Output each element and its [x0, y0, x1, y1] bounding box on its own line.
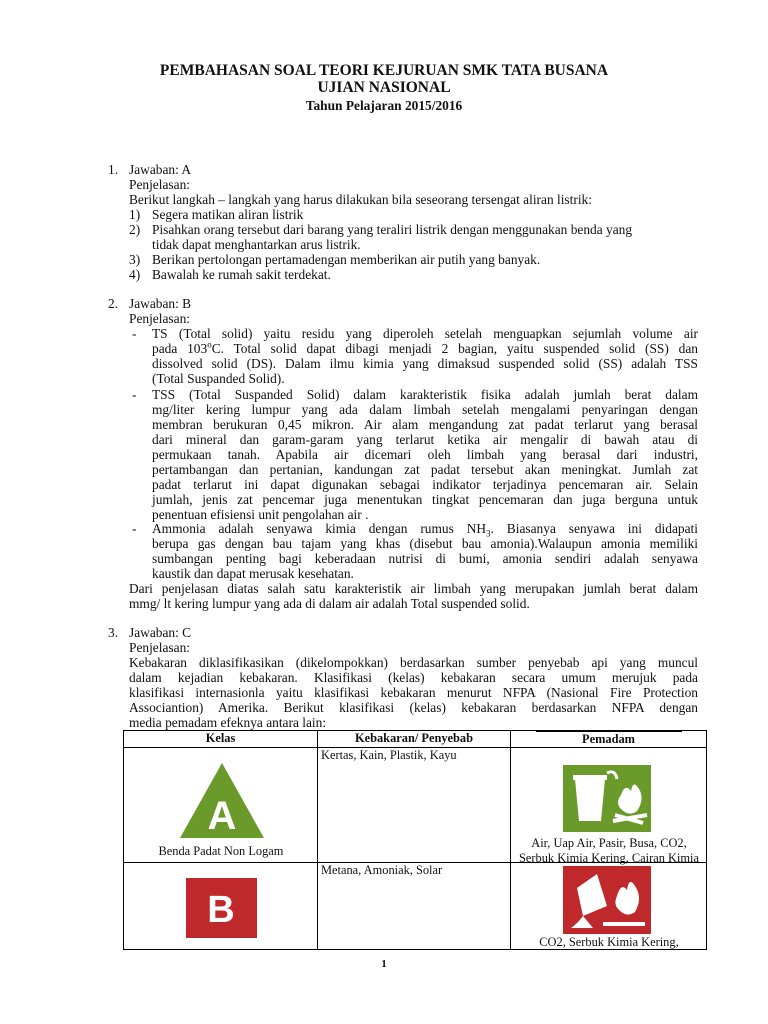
- extinguish-water-icon: [563, 765, 651, 832]
- dash-bullet: -: [132, 521, 137, 536]
- extinguisher-cell: [511, 863, 707, 950]
- header-kelas: Kelas: [124, 731, 318, 748]
- fire-class-table: [123, 730, 707, 950]
- answer-line: Jawaban: A: [129, 162, 192, 177]
- explanation-label: Penjelasan:: [129, 311, 190, 326]
- document-page: PEMBAHASAN SOAL TEORI KEJURUAN SMK TATA BUSANA UJIAN NASIONAL Tahun Pelajaran 2015/2016 1. Jawaban: A Penjelasan: Berikut langkah – langkah yang harus dilakukan bila seseorang tersengat aliran listrik: 1) Segera matikan aliran listrik 2) Pisahkan orang tersebut dari barang yang teraliri listrik dengan menggunakan benda yang tidak dapat menghantarkan arus listrik. 3) Berikan pertolongan pertamadengan memberikan air putih yang banyak. 4) Bawalah ke rumah sakit terdekat. 2. Jawaban: B Penjelasan: - TS (Total solid) yaitu residu yang diperoleh setelah menguapkan sejumlah volume air pada 103$^o$C. Total solid dapat dibagi menjadi 2 bagian, yaitu suspended solid (SS) dan dissolved solid (DS). Dalam ilmu kimia yang dimaksud suspended solid (SS) adalah TSS (Total Suspanded Solid). - TSS (Total Suspanded Solid) dalam karakteristik fisika adalah jumlah berat dalam mg/liter kering lumpur yang ada dalam limbah setelah mengalami penyaringan dengan membran berukuran 0,45 mikron. Air alam mengandung zat padat terlarut yang berasal dari mineral dan garam-garam yang terlarut ketika air mengalir di bawah atau di permukaan tanah. Apabila air dicemari oleh limbah yang berasal dari industri, pertambangan dan pertanian, kandungan zat padat tersebut akan meningkat. Jumlah zat padat terlarut ini dapat digunakan sebagai indikator terjadinya pencemaran air. Selain jumlah, jenis zat pencemar juga menentukan tingkat pencemaran dan juga berguna untuk penentuan efisiensi unit pengolahan air . - Ammonia adalah senyawa kimia dengan rumus $NH_3$. Biasanya senyawa ini didapati berupa gas dengan bau tajam yang khas (disebut bau amonia).Walaupun amonia memiliki sumbangan penting bagi keberadaan nutrisi di bumi, amonia sendiri adalah senyawa kaustik dan dapat merusak kesehatan. Dari penjelasan diatas salah satu karakteristik air limbah yang merupakan jumlah berat dalam mmg/ lt kering lumpur yang ada di dalam air adalah Total suspended solid. 3. Jawaban: C Penjelasan: Kebakaran diklasifikasikan (dikelompokkan) berdasarkan sumber penyebab api yang muncul dalam kejadian kebakaran. Klasifikasi (kelas) kebakaran secara umum merujuk pada klasifikasi internasionla yaitu klasifikasi kebakaran menurut NFPA (Nasional Fire Protection Associantion) Amerika. Berikut klasifikasi (kelas) kebakaran berdasarkan NFPA dengan media pemadam efeknya antara lain: Kelas Kebakaran/ Penyebab Pemadam A Benda Padat Non Logam Kertas, Kain, Plastik, Kayu Air, Uap Air, Pasir, Busa, CO2, Serbuk Kimia Kering, Cairan Kimia B Metana, Amoniak, Solar CO2, Serbuk Kimia Kering, 1: [0, 0, 768, 1024]
- header-penyebab: Kebakaran/ Penyebab: [318, 731, 511, 748]
- intro-text: Berikut langkah – langkah yang harus dilakukan bila seseorang tersengat aliran listrik:: [129, 192, 592, 207]
- explanation-label: Penjelasan:: [129, 177, 190, 192]
- table-row: [124, 863, 707, 950]
- question-number: 2.: [108, 296, 119, 311]
- doc-year: Tahun Pelajaran 2015/2016: [305, 98, 463, 113]
- class-cell: [124, 863, 318, 950]
- dash-bullet: -: [132, 387, 137, 402]
- extinguisher-text: Air, Uap Air, Pasir, Busa, CO2, Serbuk Kimia Kering, Cairan Kimia: [519, 836, 699, 865]
- explanation-label: Penjelasan:: [129, 640, 190, 655]
- extinguish-liquid-icon: [563, 866, 651, 934]
- doc-title: PEMBAHASAN SOAL TEORI KEJURUAN SMK TATA BUSANA: [159, 62, 609, 79]
- answer-line: Jawaban: B: [129, 296, 192, 311]
- answer-line: Jawaban: C: [129, 625, 192, 640]
- cause-cell: Metana, Amoniak, Solar: [318, 863, 511, 950]
- page-number: 1: [381, 958, 387, 970]
- dash-bullet: -: [132, 326, 137, 341]
- table-header-row: [124, 731, 707, 748]
- doc-subtitle: UJIAN NASIONAL: [317, 79, 451, 96]
- class-cell: [124, 748, 318, 863]
- extinguisher-text: CO2, Serbuk Kimia Kering,: [539, 935, 679, 949]
- svg-text:A: A: [207, 794, 237, 838]
- class-a-triangle-icon: [178, 761, 266, 840]
- class-label: Benda Padat Non Logam: [158, 844, 284, 858]
- question-number: 3.: [108, 625, 119, 640]
- header-pemadam: Pemadam: [511, 731, 707, 748]
- cause-cell: Kertas, Kain, Plastik, Kayu: [318, 748, 511, 863]
- class-b-square-icon: [186, 878, 257, 938]
- svg-text:B: B: [207, 889, 235, 931]
- extinguisher-cell: [511, 748, 707, 863]
- question-number: 1.: [108, 162, 119, 177]
- table-row: [124, 748, 707, 863]
